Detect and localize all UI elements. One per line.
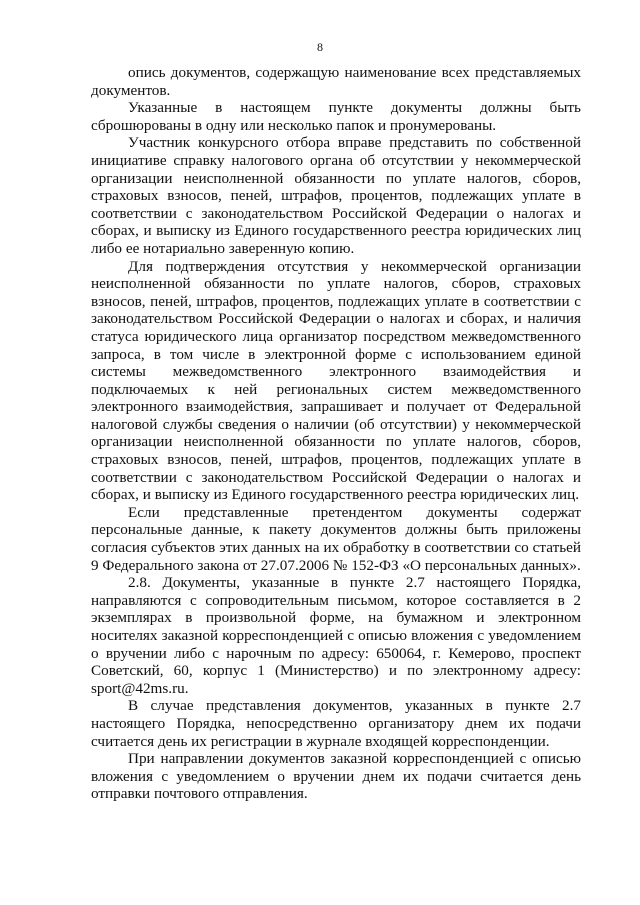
paragraph-direct-submission: В случае представления документов, указанных в пункте 2.7 настоящего Порядка, непосредственно организатору днем их подачи считается день их регистрации в журнале входящей корреспонденции. xyxy=(91,697,581,750)
paragraph-tax-certificate: Участник конкурсного отбора вправе представить по собственной инициативе справку налогового органа об отсутствии у некоммерческой организации неисполненной обязанности по уплате налогов, сборов, страховых взносов, пеней, штрафов, процентов, подлежащих уплате в соответствии с законодательством Российской Федерации о налогах и сборах, и выписку из Единого государственного реестра юридических лиц либо ее нотариально заверенную копию. xyxy=(91,134,581,257)
paragraph-personal-data: Если представленные претендентом документы содержат персональные данные, к пакету документов должны быть приложены согласия субъектов этих данных на их обработку в соответствии со статьей 9 Федерального закона от 27.07.2006 № 152-ФЗ «О персональных данных». xyxy=(91,503,581,574)
paragraph-postal-submission: При направлении документов заказной корреспонденцией с описью вложения с уведомлением о вручении днем их подачи считается день отправки почтового отправления. xyxy=(91,750,581,803)
paragraph-inventory-continuation: опись документов, содержащую наименование всех представляемых документов. xyxy=(91,64,581,99)
document-body xyxy=(91,64,581,803)
page-number: 8 xyxy=(317,40,323,54)
paragraph-binding-requirement: Указанные в настоящем пункте документы должны быть сброшюрованы в одну или несколько папок и пронумерованы. xyxy=(91,99,581,134)
paragraph-interagency-request: Для подтверждения отсутствия у некоммерческой организации неисполненной обязанности по уплате налогов, сборов, страховых взносов, пеней, штрафов, процентов, подлежащих уплате в соответствии с законодательством Российской Федерации о налогах и сборах, и наличия статуса юридического лица организатор посредством межведомственного запроса, в том числе в электронной форме с использованием единой системы межведомственного электронного взаимодействия и подключаемых к ней региональных систем межведомственного электронного взаимодействия, запрашивает и получает от Федеральной налоговой службы сведения о наличии (об отсутствии) у некоммерческой организации неисполненной обязанности по уплате налогов, сборов, страховых взносов, пеней, штрафов, процентов, подлежащих уплате в соответствии с законодательством Российской Федерации о налогах и сборах, и выписку из Единого государственного реестра юридических лиц. xyxy=(91,257,581,504)
paragraph-section-2-8: 2.8. Документы, указанные в пункте 2.7 настоящего Порядка, направляются с сопроводительным письмом, которое составляется в 2 экземплярах в произвольной форме, на бумажном и электронном носителях заказной корреспонденцией с описью вложения с уведомлением о вручении либо с нарочным по адресу: 650064, г. Кемерово, проспект Советский, 60, корпус 1 (Министерство) и по электронному адресу: sport@42ms.ru. xyxy=(91,574,581,697)
